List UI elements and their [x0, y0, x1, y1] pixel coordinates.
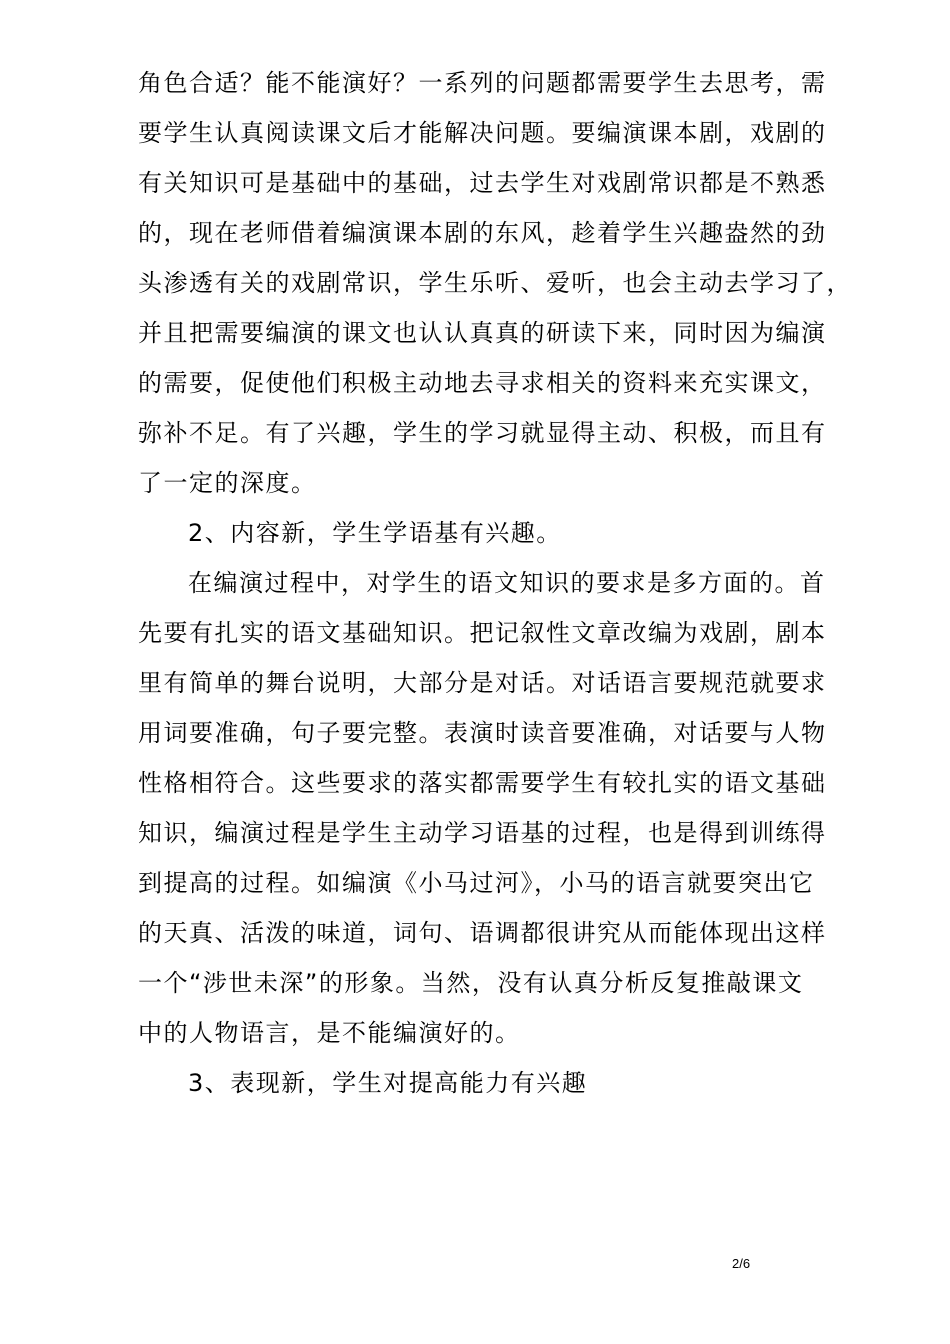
- text-line: 在编演过程中，对学生的语文知识的要求是多方面的。首: [188, 569, 826, 597]
- text-line: 弥补不足。有了兴趣，学生的学习就显得主动、积极，而且有: [138, 419, 827, 447]
- page-number: 2/6: [732, 1256, 751, 1271]
- text-line: 一个“涉世未深”的形象。当然，没有认真分析反复推敲课文: [138, 969, 804, 997]
- text-line: 到提高的过程。如编演《小马过河》，小马的语言就要突出它: [138, 869, 815, 897]
- text-line: 中的人物语言，是不能编演好的。: [138, 1019, 521, 1047]
- text-line: 角色合适？能不能演好？一系列的问题都需要学生去思考，需: [138, 69, 827, 97]
- text-line: 先要有扎实的语文基础知识。把记叙性文章改编为戏剧，剧本: [138, 619, 827, 647]
- text-line: 要学生认真阅读课文后才能解决问题。要编演课本剧，戏剧的: [138, 119, 827, 147]
- text-line: 的，现在老师借着编演课本剧的东风，趁着学生兴趣盎然的劲: [138, 219, 827, 247]
- text-line: 的需要，促使他们积极主动地去寻求相关的资料来充实课文，: [138, 369, 827, 397]
- text-line: 头渗透有关的戏剧常识，学生乐听、爱听，也会主动去学习了，: [138, 269, 852, 297]
- text-line: 用词要准确，句子要完整。表演时读音要准确，对话要与人物: [138, 719, 827, 747]
- text-line: 的天真、活泼的味道，词句、语调都很讲究从而能体现出这样: [138, 919, 827, 947]
- section-heading: 2、内容新，学生学语基有兴趣。: [188, 519, 562, 547]
- text-line: 并且把需要编演的课文也认认真真的研读下来，同时因为编演: [138, 319, 827, 347]
- text-line: 性格相符合。这些要求的落实都需要学生有较扎实的语文基础: [138, 769, 827, 797]
- section-heading: 3、表现新，学生对提高能力有兴趣: [188, 1069, 588, 1097]
- text-line: 了一定的深度。: [138, 469, 317, 497]
- text-line: 有关知识可是基础中的基础，过去学生对戏剧常识都是不熟悉: [138, 169, 827, 197]
- text-line: 里有简单的舞台说明，大部分是对话。对话语言要规范就要求: [138, 669, 827, 697]
- text-line: 知识，编演过程是学生主动学习语基的过程，也是得到训练得: [138, 819, 827, 847]
